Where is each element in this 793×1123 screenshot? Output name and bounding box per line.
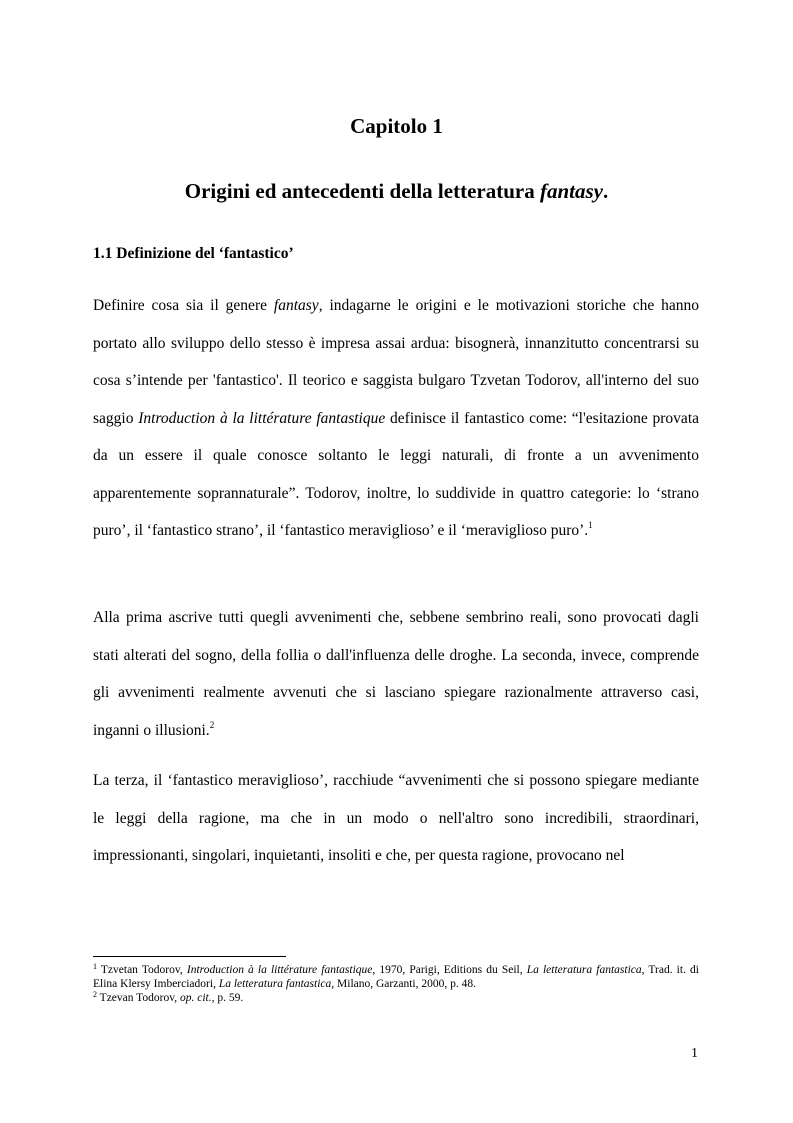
p1-text-e: definisce il fantastico come: “l'esitazione provata da un essere il quale conosce soltanto le leggi naturali, di fronte a un avvenimento apparentemente soprannaturale”. Todorov, inoltre, lo suddivide in quattro categorie: lo ‘strano puro’, il ‘fantastico strano’, il ‘fantastico meraviglioso’ e il ‘meraviglioso puro’.: [93, 409, 700, 539]
footnote-divider: [93, 956, 286, 957]
p1-italic-fantasy: fantasy: [273, 297, 319, 314]
fn2-italic-b: op. cit.: [179, 992, 212, 1004]
fn1-text-a: Tzvetan Todorov,: [97, 964, 187, 976]
footnote-1-number: 1: [93, 962, 97, 971]
fn1-italic-b: Introduction à la littérature fantastique: [186, 964, 373, 976]
fn1-text-c: , 1970, Parigi, Editions du Seil,: [372, 964, 527, 976]
fn2-text-c: , p. 59.: [211, 992, 244, 1004]
title-end: .: [602, 179, 609, 203]
paragraph-2: [93, 599, 699, 749]
p3-text: La terza, il ‘fantastico meraviglioso’, racchiude “avvenimenti che si possono spiegare mediante le leggi della ragione, ma che in un modo o nell'altro sono incredibili, straordinari, impressionanti, singolari, inquietanti, insoliti e che, per questa ragione, provocano nel: [93, 772, 699, 864]
footnote-ref-2[interactable]: 2: [209, 719, 215, 730]
p1-italic-title: Introduction à la littérature fantastique: [138, 409, 386, 427]
p1-text-a: Definire cosa sia il genere: [93, 297, 274, 314]
section-heading: 1.1 Definizione del ‘fantastico’: [93, 245, 294, 262]
fn2-text-a: Tzevan Todorov,: [97, 992, 180, 1004]
chapter-title: [0, 179, 793, 204]
footnote-2-number: 2: [93, 990, 97, 999]
page-number: 1: [691, 1046, 698, 1061]
fn1-text-g: , Milano, Garzanti, 2000, p. 48.: [331, 978, 476, 990]
fn1-italic-f: La letteratura fantastica: [218, 978, 332, 990]
chapter-heading: Capitolo 1: [350, 114, 443, 138]
fn1-text-e: , Trad. it. di Elina Klersy Imberciadori,: [93, 964, 699, 990]
p2-text: Alla prima ascrive tutti quegli avvenimenti che, sebbene sembrino reali, sono provocati dagli stati alterati del sogno, della follia o dall'influenza delle droghe. La seconda, invece, comprende gli avvenimenti realmente avvenuti che si lasciano spiegare razionalmente attraverso casi, inganni o illusioni.: [93, 609, 699, 739]
paragraph-1: [93, 287, 699, 550]
title-italic: fantasy: [539, 179, 603, 203]
footnote-1: [93, 963, 699, 991]
p1-text-c: , indagarne le origini e le motivazioni storiche che hanno portato allo sviluppo dello stesso è impresa assai ardua: bisognerà, innanzitutto concentrarsi su cosa s’intende per 'fantastico'. Il teorico e saggista bulgaro Tzvetan Todorov, all'interno del suo saggio: [93, 297, 700, 427]
footnote-2: [93, 991, 699, 1005]
footnote-ref-1[interactable]: 1: [588, 520, 593, 530]
title-text: Origini ed antecedenti della letteratura: [184, 179, 540, 203]
paragraph-3: [93, 762, 699, 875]
fn1-italic-d: La letteratura fantastica: [526, 964, 642, 976]
